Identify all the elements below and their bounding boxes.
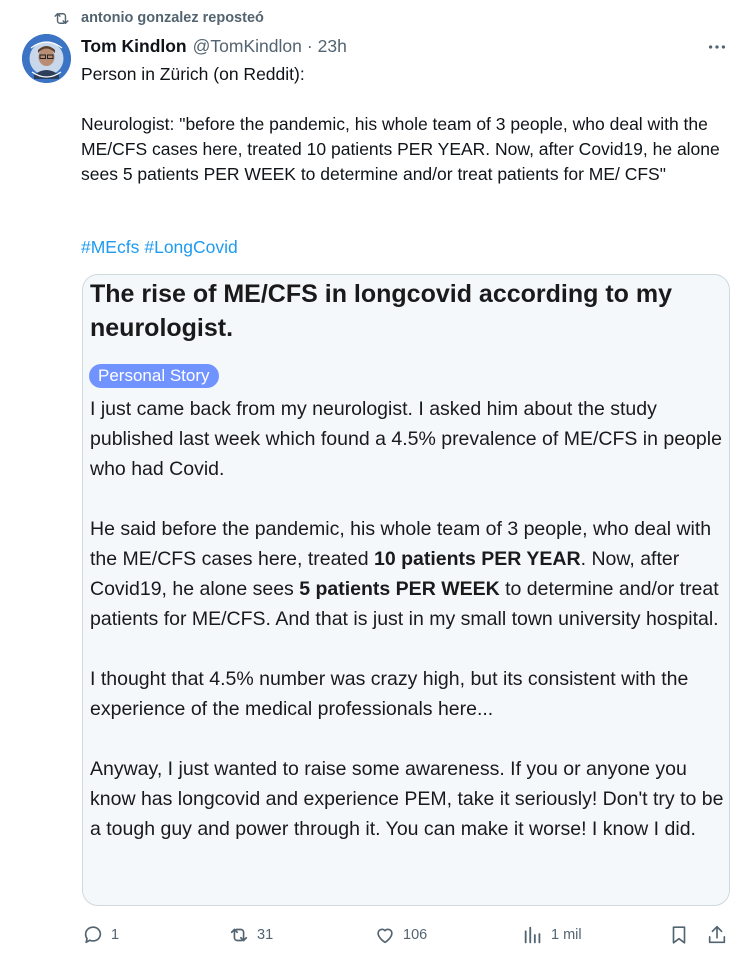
views-button[interactable]: [522, 920, 582, 950]
flair-label: Personal Story: [98, 366, 210, 385]
views-chart-icon: [522, 924, 544, 946]
p2-c: . Now, after Covid19, he alone sees: [90, 548, 680, 600]
avatar-image-icon: [22, 34, 71, 83]
p2-bold-year: 10 patients PER YEAR: [373, 548, 581, 570]
attached-image-card[interactable]: [82, 274, 730, 906]
repost-text: antonio gonzalez reposteó: [81, 10, 264, 26]
reply-button[interactable]: [82, 920, 119, 950]
bookmark-icon: [668, 924, 690, 946]
like-count: 106: [403, 927, 428, 943]
share-icon: [706, 924, 728, 946]
repost-icon: [228, 924, 250, 946]
repost-count: 31: [257, 927, 274, 943]
card-paragraph-3: I thought that 4.5% number was crazy high, but its consistent with the experience of the medical professionals here...: [90, 668, 689, 720]
avatar[interactable]: [22, 34, 71, 83]
tweet-line-1: Person in Zürich (on Reddit):: [81, 64, 305, 84]
separator-dot: ·: [306, 35, 313, 56]
hashtag-mecfs[interactable]: #MEcfs: [81, 237, 140, 257]
p2-bold-week: 5 patients PER WEEK: [299, 578, 500, 600]
views-count: 1 mil: [551, 927, 582, 943]
p2-a: He said before the pandemic, his whole team of 3 people, who deal with the ME/CFS cases here, treated: [90, 518, 712, 570]
card-paragraph-4: Anyway, I just wanted to raise some awareness. If you or anyone you know has longcovid and experience PEM, take it seriously! Don't try to be a tough guy and power through it. You can make it worse! I know I did.: [90, 758, 724, 840]
tweet-quote: Neurologist: "before the pandemic, his whole team of 3 people, who deal with the ME/CFS cases here, treated 10 patients PER YEAR. Now, after Covid19, he alone sees 5 patients PER WEEK to determine and/or treat patients for ME/ CFS": [81, 114, 720, 184]
heart-icon: [374, 924, 396, 946]
action-bar: [82, 920, 732, 950]
repost-icon: [52, 9, 71, 28]
reply-count: 1: [111, 927, 120, 943]
author-handle[interactable]: @TomKindlon: [192, 35, 302, 56]
like-button[interactable]: [374, 920, 427, 950]
tweet-header: [81, 34, 730, 58]
card-title: The rise of ME/CFS in longcovid according to my neurologist.: [90, 280, 673, 342]
bookmark-button[interactable]: [668, 920, 690, 950]
more-options-icon[interactable]: [706, 36, 728, 58]
share-button[interactable]: [706, 920, 728, 950]
hashtag-longcovid[interactable]: #LongCovid: [144, 237, 238, 257]
p2-e: to determine and/or treat patients for ME/CFS. And that is just in my small town university hospital.: [90, 578, 719, 630]
card-body: [90, 394, 724, 874]
reply-icon: [82, 924, 104, 946]
hashtags: [81, 235, 243, 260]
tweet-text: [81, 62, 726, 187]
tweet-time[interactable]: 23h: [317, 35, 347, 56]
repost-indicator[interactable]: [52, 7, 264, 29]
flair-badge: [89, 364, 219, 388]
repost-button[interactable]: [228, 920, 273, 950]
card-paragraph-2: [90, 514, 724, 634]
card-paragraph-1: I just came back from my neurologist. I asked him about the study published last week which found a 4.5% prevalence of ME/CFS in people who had Covid.: [90, 398, 722, 480]
author-name[interactable]: Tom Kindlon: [81, 35, 187, 56]
